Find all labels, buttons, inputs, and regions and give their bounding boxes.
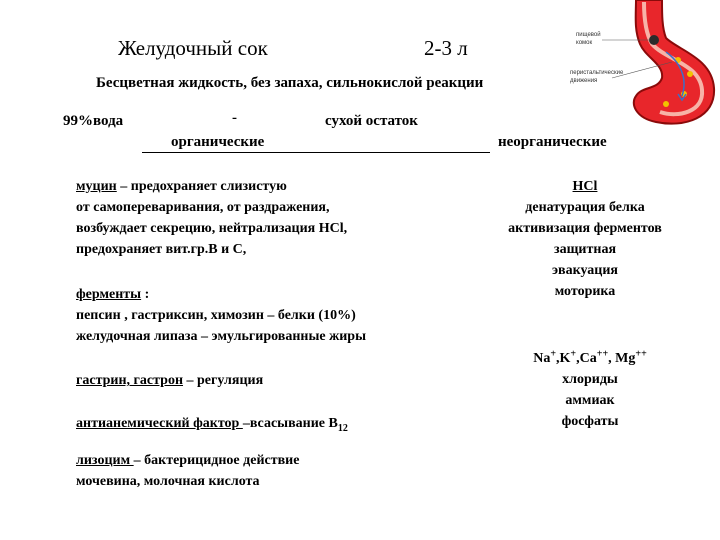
gastrin-rest: – регуляция: [183, 373, 264, 388]
hcl-function: активизация ферментов: [508, 221, 662, 236]
volume-label: 2-3 л: [424, 36, 468, 60]
mucin-line: предохраняет вит.гр.В и С,: [76, 242, 247, 257]
inorganic-heading: неорганические: [498, 134, 607, 150]
stomach-diagram: [566, 0, 720, 128]
salt-item: хлориды: [562, 372, 618, 387]
lysozyme-term: лизоцим: [76, 453, 134, 468]
enzymes-line: пепсин , гастриксин, химозин – белки (10%): [76, 308, 356, 323]
gastrin-line: [76, 370, 263, 391]
water-label: 99%вода: [63, 113, 124, 129]
vitamin-subscript: 12: [337, 422, 348, 434]
subtitle: Бесцветная жидкость, без запаха, сильнокислой реакции: [96, 75, 484, 91]
diagram-label: движения: [570, 78, 598, 84]
food-particle-icon: [687, 71, 693, 77]
mucin-block: [76, 176, 347, 260]
dry-residue-label: сухой остаток: [325, 113, 418, 129]
diagram-label: перистальтические: [570, 70, 624, 76]
ion-charge: ++: [596, 348, 609, 360]
enzymes-block: [76, 284, 366, 347]
antianemic-term: антианемический фактор: [76, 416, 243, 431]
diagram-label: пищевой: [576, 32, 601, 38]
mucin-line: возбуждает секрецию, нейтрализация HCl,: [76, 221, 348, 236]
enzymes-line: желудочная липаза – эмульгированные жиры: [76, 329, 367, 344]
hcl-function: моторика: [554, 284, 616, 299]
hcl-term: HCl: [572, 179, 598, 194]
food-particle-icon: [663, 101, 669, 107]
dash-label: -: [232, 110, 237, 126]
enzymes-colon: :: [141, 287, 150, 302]
lysozyme-rest: – бактерицидное действие: [133, 453, 300, 468]
food-bolus-icon: [649, 35, 659, 45]
mucin-term: муцин: [76, 179, 117, 194]
ion-charge: +: [550, 348, 557, 360]
ion-ca: ,Ca: [576, 351, 597, 366]
hcl-function: денатурация белка: [525, 200, 645, 215]
ion-charge: +: [570, 348, 577, 360]
page-title: Желудочный сок: [118, 36, 268, 60]
antianemic-rest: –всасывание В: [242, 416, 338, 431]
ion-charge: ++: [635, 348, 647, 360]
ion-na: Na: [533, 351, 551, 366]
ion-k: ,K: [556, 351, 571, 366]
diagram-label: комок: [576, 40, 593, 46]
enzymes-term: ферменты: [76, 287, 142, 302]
organic-heading: органические: [171, 134, 265, 150]
mucin-line: от самопереваривания, от раздражения,: [76, 200, 330, 215]
antianemic-line: [76, 413, 348, 434]
mucin-line: – предохраняет слизистую: [116, 179, 287, 194]
ion-mg: , Mg: [608, 351, 636, 366]
salt-item: фосфаты: [561, 414, 619, 429]
gastrin-term: гастрин, гастрон: [76, 373, 184, 388]
lysozyme-block: [76, 450, 299, 492]
divider-line: [142, 152, 490, 153]
ions-line: [490, 348, 690, 369]
hcl-function: эвакуация: [551, 263, 618, 278]
salt-item: аммиак: [565, 393, 615, 408]
urea-line: мочевина, молочная кислота: [76, 474, 260, 489]
hcl-function: защитная: [553, 242, 617, 257]
hcl-block: [480, 176, 690, 302]
ions-block: [490, 348, 690, 432]
